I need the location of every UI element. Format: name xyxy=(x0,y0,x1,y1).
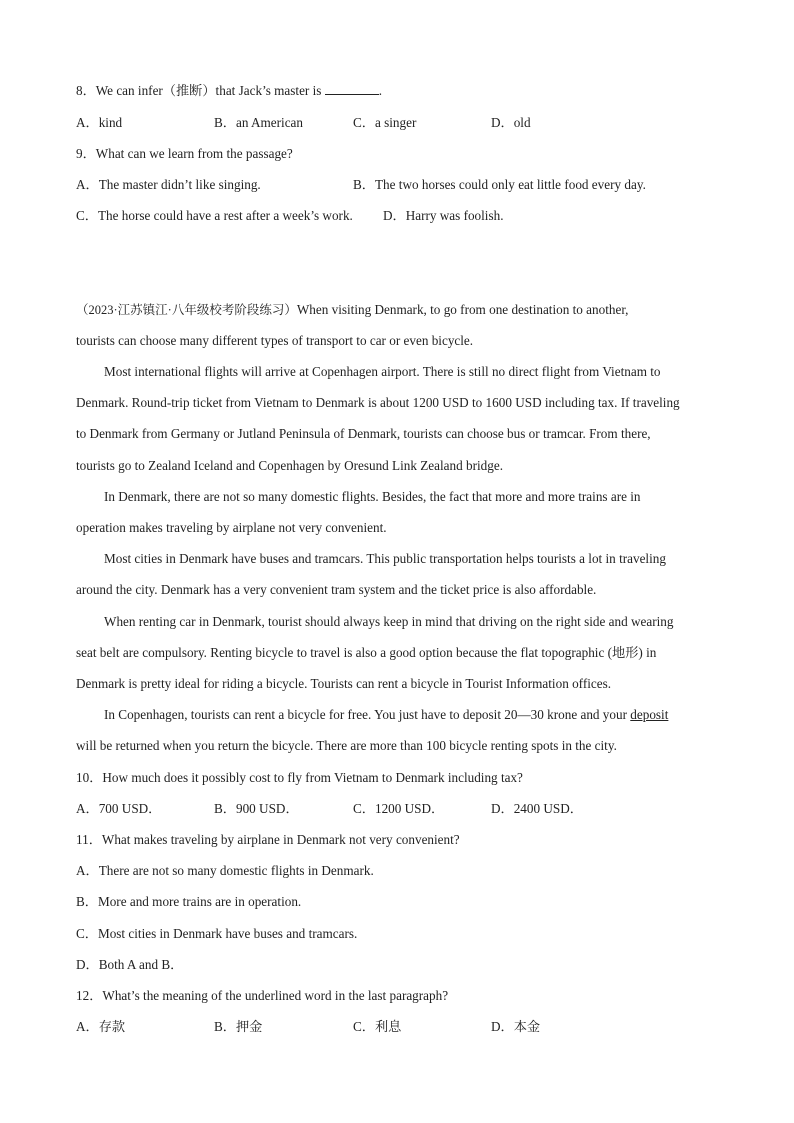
question-9-option-a: A．The master didn’t like singing. xyxy=(76,177,261,192)
passage-line: When renting car in Denmark, tourist should always keep in mind that driving on the right side and wearing xyxy=(104,614,674,629)
question-12-option-a: A．存款 xyxy=(76,1019,126,1034)
question-12-option-d: D．本金 xyxy=(491,1019,541,1034)
question-9-stem: 9．What can we learn from the passage? xyxy=(76,146,293,161)
passage-line: seat belt are compulsory. Renting bicycle to travel is also a good option because the flat topographic (地形) in xyxy=(76,645,657,660)
question-9-option-d: D．Harry was foolish. xyxy=(383,208,504,223)
question-8-stem xyxy=(76,82,382,100)
passage-line: will be returned when you return the bicycle. There are more than 100 bicycle renting spots in the city. xyxy=(76,738,617,753)
passage-line: In Denmark, there are not so many domestic flights. Besides, the fact that more and more trains are in xyxy=(104,489,641,504)
question-11-option-d: D．Both A and B． xyxy=(76,957,184,972)
question-12-option-b: B．押金 xyxy=(214,1019,263,1034)
passage-line: tourists can choose many different types of transport to car or even bicycle. xyxy=(76,333,474,348)
passage-line: to Denmark from Germany or Jutland Peninsula of Denmark, tourists can choose bus or tramcar. From there, xyxy=(76,426,651,441)
question-10-option-d: D．2400 USD． xyxy=(491,801,583,816)
question-10-option-a: A．700 USD． xyxy=(76,801,162,816)
question-8-stem-text: 8．We can infer（推断）that Jack’s master is xyxy=(76,83,325,98)
passage-line: tourists go to Zealand Iceland and Copenhagen by Oresund Link Zealand bridge. xyxy=(76,458,504,473)
question-8-option-a: A．kind xyxy=(76,115,123,130)
passage-line: operation makes traveling by airplane not very convenient. xyxy=(76,520,387,535)
passage-line xyxy=(76,301,628,319)
question-10-stem: 10．How much does it possibly cost to fly from Vietnam to Denmark including tax? xyxy=(76,770,523,785)
underlined-word: deposit xyxy=(630,707,669,722)
question-12-stem: 12．What’s the meaning of the underlined word in the last paragraph? xyxy=(76,988,449,1003)
passage-line: around the city. Denmark has a very convenient tram system and the ticket price is also affordable. xyxy=(76,582,597,597)
question-10-option-b: B．900 USD． xyxy=(214,801,299,816)
passage-text: In Copenhagen, tourists can rent a bicycle for free. You just have to deposit 20—30 krone and your xyxy=(104,707,631,722)
question-9-option-b: B．The two horses could only eat little food every day. xyxy=(353,177,646,192)
question-8-stem-end: . xyxy=(378,83,382,98)
passage-line: Most cities in Denmark have buses and tramcars. This public transportation helps tourists a lot in traveling xyxy=(104,551,666,566)
passage-source: （2023·江苏镇江·八年级校考阶段练习） xyxy=(76,303,297,317)
answer-blank xyxy=(325,82,379,95)
passage-line: Denmark is pretty ideal for riding a bicycle. Tourists can rent a bicycle in Tourist Information offices. xyxy=(76,676,612,691)
question-8-option-c: C．a singer xyxy=(353,115,417,130)
question-8-option-b: B．an American xyxy=(214,115,303,130)
question-11-option-c: C．Most cities in Denmark have buses and tramcars. xyxy=(76,926,358,941)
question-9-option-c: C．The horse could have a rest after a week’s work. xyxy=(76,208,353,223)
question-11-stem: 11．What makes traveling by airplane in Denmark not very convenient? xyxy=(76,832,460,847)
question-11-option-a: A．There are not so many domestic flights in Denmark. xyxy=(76,863,374,878)
passage-text: When visiting Denmark, to go from one destination to another, xyxy=(296,302,629,317)
question-11-option-b: B．More and more trains are in operation. xyxy=(76,894,302,909)
question-12-option-c: C．利息 xyxy=(353,1019,402,1034)
question-10-option-c: C．1200 USD． xyxy=(353,801,445,816)
passage-line: Most international flights will arrive at Copenhagen airport. There is still no direct flight from Vietnam to xyxy=(104,364,661,379)
question-8-option-d: D．old xyxy=(491,115,531,130)
passage-line xyxy=(104,706,668,724)
passage-line: Denmark. Round-trip ticket from Vietnam to Denmark is about 1200 USD to 1600 USD including tax. If traveling xyxy=(76,395,680,410)
